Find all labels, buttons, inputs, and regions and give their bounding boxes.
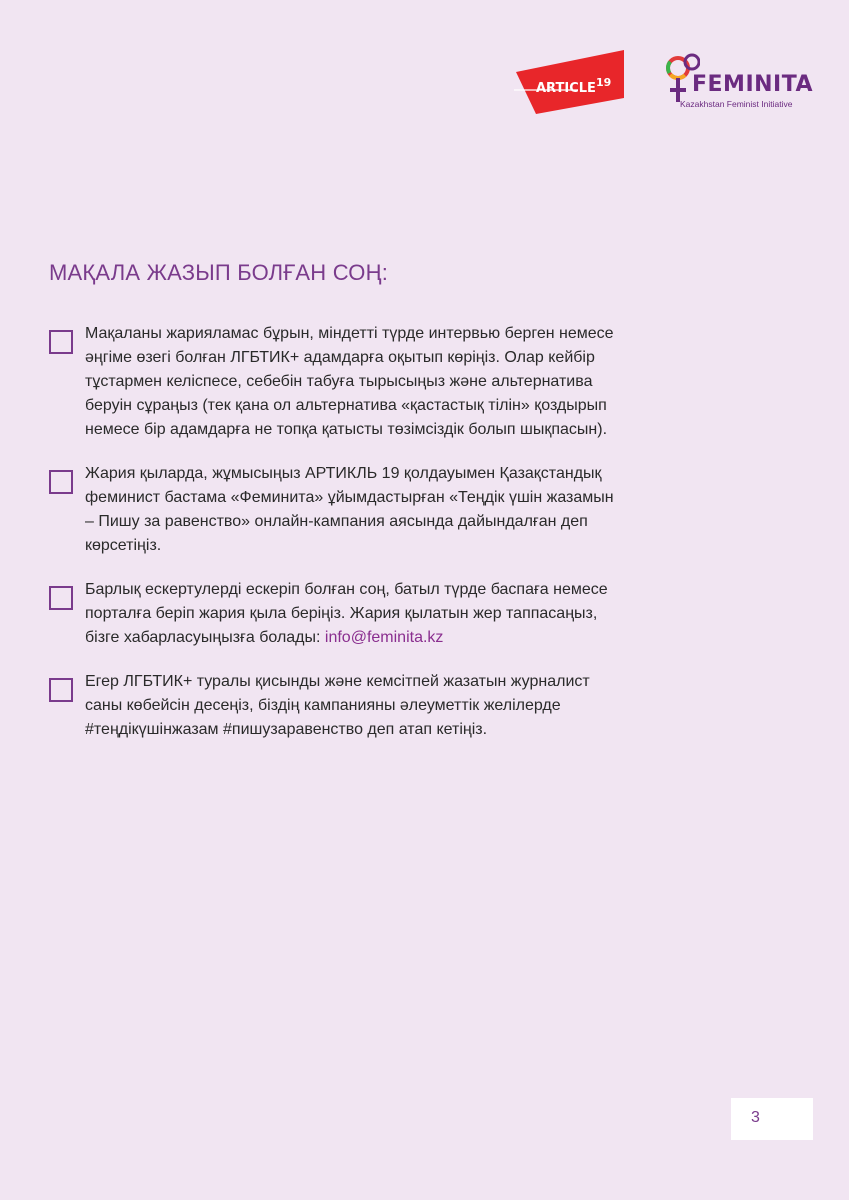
item-text [85,322,685,442]
item-text [85,462,685,558]
item-text [85,578,685,650]
text-line: феминист бастама «Феминита» ұйымдастырған «Теңдік үшін жазамын [85,489,614,506]
page-number-box [731,1098,813,1140]
feminita-logo [666,52,814,114]
page-number: 3 [751,1109,760,1126]
article19-word: ARTICLE [536,81,596,96]
text-line: Егер ЛГБТИК+ туралы қисынды және кемсітпей жазатын журналист [85,673,590,690]
text-line: беруін сұраңыз (тек қана ол альтернатива «қастастық тілін» қоздырып [85,397,607,414]
text-line: Барлық ескертулерді ескеріп болған соң, батыл түрде баспаға немесе [85,581,608,598]
section-heading: МАҚАЛА ЖАЗЫП БОЛҒАН СОҢ: [49,260,389,285]
text-line: әңгіме өзегі болған ЛГБТИК+ адамдарға оқытып көріңіз. Олар кейбір [85,349,595,366]
email-link[interactable]: info@feminita.kz [324,629,444,646]
feminita-word: FEMINITA [692,72,814,97]
text-line: Мақаланы жарияламас бұрын, міндетті түрде интервью берген немесе [85,325,614,342]
text-line: тұстармен келіспесе, себебін табуға тырысыңыз және альтернатива [85,373,593,390]
item-text [85,670,685,742]
feminita-tagline: Kazakhstan Feminist Initiative [680,99,793,109]
text-line: немесе бір адамдарға не топқа қатысты төзімсіздік болып шықпасын). [85,421,608,438]
checkbox[interactable] [49,678,73,702]
text-line: Жария қыларда, жұмысыңыз АРТИКЛЬ 19 қолдауымен Қазақстандық [85,465,602,482]
text-line: саны көбейсін десеңіз, біздің кампанияны әлеуметтік желілерде [85,697,561,714]
checkbox[interactable] [49,330,73,354]
article19-logo-shape [514,50,626,116]
text-line: #теңдікүшінжазам #пишузаравенство деп атап кетіңіз. [85,721,488,738]
text-line-with-email [85,626,685,650]
text-line: – Пишу за равенство» онлайн-кампания аясында дайындалған деп [85,513,588,530]
text-line: порталға беріп жария қыла беріңіз. Жария қылатын жер таппасаңыз, [85,605,598,622]
article19-logo [514,50,626,116]
checkbox[interactable] [49,586,73,610]
article19-number: 19 [596,76,612,89]
text-prefix: бізге хабарласуыңызға болады: [85,629,325,646]
text-line: көрсетіңіз. [85,537,162,554]
checkbox[interactable] [49,470,73,494]
